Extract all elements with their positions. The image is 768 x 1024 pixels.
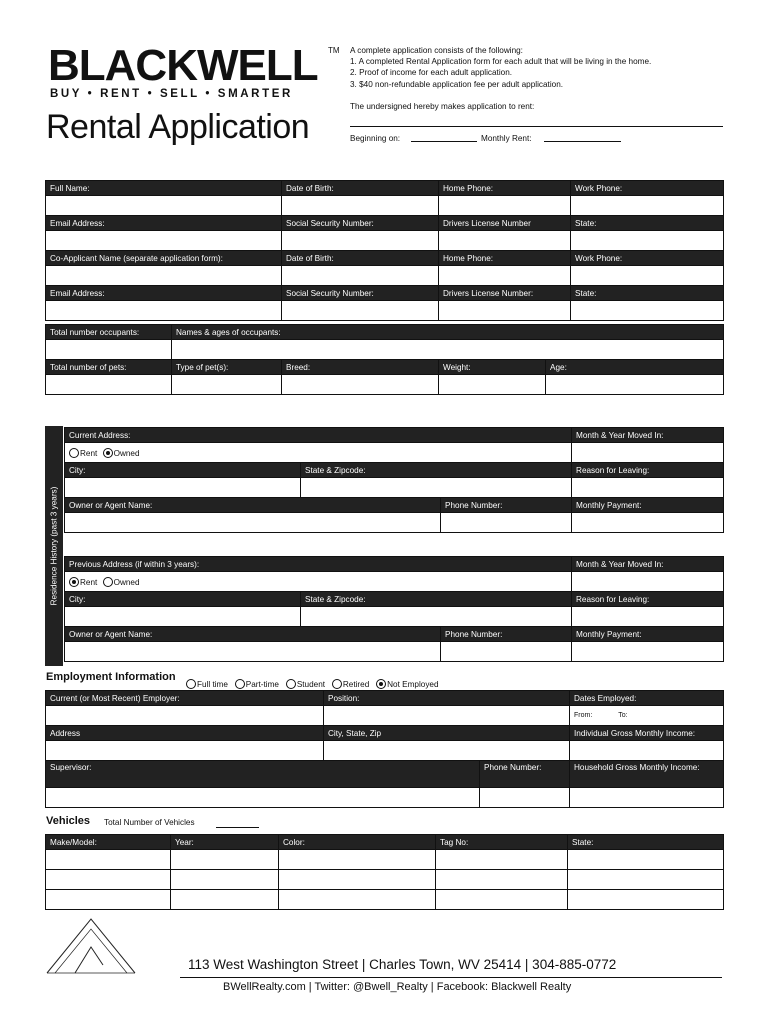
employment-table	[45, 690, 724, 808]
table-cell[interactable]	[568, 870, 724, 890]
table-row	[46, 850, 724, 870]
co-email-label: Email Address:	[46, 286, 282, 301]
full-time-radio[interactable]	[186, 679, 196, 689]
vehicles-title: Vehicles	[46, 815, 91, 827]
table-cell[interactable]	[279, 890, 436, 910]
full-name-field[interactable]	[46, 196, 282, 216]
table-cell[interactable]	[171, 890, 279, 910]
brand-logo	[48, 41, 340, 104]
previous-state-label: State & Zipcode:	[301, 592, 572, 607]
supervisor-phone-field[interactable]	[480, 788, 570, 808]
retired-radio[interactable]	[332, 679, 342, 689]
rent-label: Rent	[80, 577, 98, 587]
state-field[interactable]	[571, 231, 724, 251]
table-row	[46, 870, 724, 890]
current-city-field[interactable]	[65, 478, 301, 498]
dob-label: Date of Birth:	[282, 181, 439, 196]
supervisor-field[interactable]	[46, 788, 480, 808]
current-city-label: City:	[65, 463, 301, 478]
co-home-phone-label: Home Phone:	[439, 251, 571, 266]
table-cell[interactable]	[279, 870, 436, 890]
dates-employed-field[interactable]	[570, 706, 724, 726]
requirements-intro: A complete application consists of the following:	[350, 46, 523, 55]
table-cell[interactable]	[46, 870, 171, 890]
occupants-count-field[interactable]	[46, 340, 172, 360]
current-moved-field[interactable]	[572, 443, 724, 463]
work-phone-field[interactable]	[571, 196, 724, 216]
requirement-item: 2. Proof of income for each adult application.	[350, 68, 513, 78]
ssn-field[interactable]	[282, 231, 439, 251]
beginning-label: Beginning on:	[350, 134, 401, 143]
footer-address: 113 West Washington Street | Charles Town, WV 25414 | 304-885-0772	[188, 957, 617, 972]
household-income-field[interactable]	[570, 788, 724, 808]
owned-label: Owned	[113, 577, 140, 587]
current-phone-label: Phone Number:	[441, 498, 572, 513]
previous-owner-label: Owner or Agent Name:	[65, 627, 441, 642]
footer-divider	[180, 977, 722, 978]
employer-city-field[interactable]	[324, 741, 570, 761]
previous-reason-label: Reason for Leaving:	[572, 592, 724, 607]
vehicles-table	[45, 834, 724, 910]
pets-count-label: Total number of pets:	[46, 360, 172, 375]
rent-label: Rent	[80, 448, 98, 458]
current-address-field[interactable]	[65, 443, 572, 463]
previous-payment-field[interactable]	[572, 642, 724, 662]
supervisor-label: Supervisor:	[46, 761, 480, 788]
current-state-field[interactable]	[301, 478, 572, 498]
individual-income-label: Individual Gross Monthly Income:	[570, 726, 724, 741]
from-label: From:	[574, 712, 593, 719]
address-line[interactable]	[350, 126, 723, 127]
page-title: Rental Application	[46, 108, 310, 146]
pet-type-field[interactable]	[172, 375, 282, 395]
brand-tagline: BUY • RENT • SELL • SMARTER	[50, 88, 293, 100]
footer-web-links: BWellRealty.com | Twitter: @Bwell_Realty | Facebook: Blackwell Realty	[223, 981, 572, 993]
retired-label: Retired	[342, 680, 370, 689]
weight-field[interactable]	[439, 375, 546, 395]
pets-count-field[interactable]	[46, 375, 172, 395]
previous-residence-table	[64, 556, 724, 662]
employment-title: Employment Information	[46, 671, 176, 683]
table-cell[interactable]	[436, 850, 568, 870]
breed-field[interactable]	[282, 375, 439, 395]
state-label: State:	[571, 216, 724, 231]
applicant-table	[45, 180, 724, 321]
weight-label: Weight:	[439, 360, 546, 375]
residence-side-label: Residence History (past 3 years)	[45, 426, 63, 666]
ssn-label: Social Security Number:	[282, 216, 439, 231]
work-phone-label: Work Phone:	[571, 181, 724, 196]
co-work-phone-field[interactable]	[571, 266, 724, 286]
email-field[interactable]	[46, 231, 282, 251]
brand-name: BLACKWELL	[48, 41, 318, 90]
not-employed-label: Not Employed	[387, 680, 439, 689]
monthly-rent-line[interactable]	[544, 141, 621, 142]
employer-address-label: Address	[46, 726, 324, 741]
beginning-date-line[interactable]	[411, 141, 477, 142]
current-owner-label: Owner or Agent Name:	[65, 498, 441, 513]
co-applicant-field[interactable]	[46, 266, 282, 286]
current-reason-field[interactable]	[572, 478, 724, 498]
previous-address-label: Previous Address (if within 3 years):	[65, 557, 572, 572]
previous-address-field[interactable]	[65, 572, 572, 592]
supervisor-phone-label: Phone Number:	[480, 761, 570, 788]
rent-radio[interactable]	[69, 577, 79, 587]
table-cell[interactable]	[436, 870, 568, 890]
current-payment-field[interactable]	[572, 513, 724, 533]
current-reason-label: Reason for Leaving:	[572, 463, 724, 478]
license-field[interactable]	[439, 231, 571, 251]
vehicle-state-label: State:	[568, 835, 724, 850]
current-owner-field[interactable]	[65, 513, 441, 533]
owned-radio[interactable]	[103, 448, 113, 458]
year-label: Year:	[171, 835, 279, 850]
to-label: To:	[618, 712, 628, 719]
previous-reason-field[interactable]	[572, 607, 724, 627]
occupants-names-field[interactable]	[172, 340, 724, 360]
current-payment-label: Monthly Payment:	[572, 498, 724, 513]
owned-radio[interactable]	[103, 577, 113, 587]
breed-label: Breed:	[282, 360, 439, 375]
full-name-label: Full Name:	[46, 181, 282, 196]
table-cell[interactable]	[46, 890, 171, 910]
vehicle-count-line[interactable]	[216, 827, 259, 828]
requirements-block	[350, 45, 730, 112]
student-radio[interactable]	[286, 679, 296, 689]
co-ssn-field[interactable]	[282, 301, 439, 321]
individual-income-field[interactable]	[570, 741, 724, 761]
co-state-field[interactable]	[571, 301, 724, 321]
co-work-phone-label: Work Phone:	[571, 251, 724, 266]
table-cell[interactable]	[46, 850, 171, 870]
requirement-item: 1. A completed Rental Application form for each adult that will be living in the home.	[350, 57, 652, 67]
dates-employed-label: Dates Employed:	[570, 691, 724, 706]
current-residence-table	[64, 427, 724, 533]
table-cell[interactable]	[279, 850, 436, 870]
employment-status-options	[186, 679, 439, 689]
previous-moved-field[interactable]	[572, 572, 724, 592]
vehicle-count-label: Total Number of Vehicles	[104, 818, 195, 827]
co-applicant-label: Co-Applicant Name (separate application form):	[46, 251, 282, 266]
employer-address-field[interactable]	[46, 741, 324, 761]
previous-phone-label: Phone Number:	[441, 627, 572, 642]
previous-payment-label: Monthly Payment:	[572, 627, 724, 642]
table-row	[46, 890, 724, 910]
occupants-count-label: Total number occupants:	[46, 325, 172, 340]
age-field[interactable]	[546, 375, 724, 395]
part-time-radio[interactable]	[235, 679, 245, 689]
table-cell[interactable]	[171, 850, 279, 870]
student-label: Student	[296, 680, 326, 689]
table-cell[interactable]	[436, 890, 568, 910]
employer-field[interactable]	[46, 706, 324, 726]
tag-label: Tag No:	[436, 835, 568, 850]
co-dob-field[interactable]	[282, 266, 439, 286]
co-license-field[interactable]	[439, 301, 571, 321]
co-home-phone-field[interactable]	[439, 266, 571, 286]
make-model-label: Make/Model:	[46, 835, 171, 850]
previous-city-field[interactable]	[65, 607, 301, 627]
co-license-label: Drivers License Number:	[439, 286, 571, 301]
home-phone-label: Home Phone:	[439, 181, 571, 196]
home-phone-field[interactable]	[439, 196, 571, 216]
previous-state-field[interactable]	[301, 607, 572, 627]
previous-moved-label: Month & Year Moved In:	[572, 557, 724, 572]
co-email-field[interactable]	[46, 301, 282, 321]
current-phone-field[interactable]	[441, 513, 572, 533]
email-label: Email Address:	[46, 216, 282, 231]
occupants-table	[45, 324, 724, 395]
table-cell[interactable]	[171, 870, 279, 890]
previous-owner-field[interactable]	[65, 642, 441, 662]
current-moved-label: Month & Year Moved In:	[572, 428, 724, 443]
part-time-label: Part-time	[245, 680, 279, 689]
position-field[interactable]	[324, 706, 570, 726]
occupants-names-label: Names & ages of occupants:	[172, 325, 724, 340]
brand-trademark: TM	[328, 46, 340, 55]
employer-label: Current (or Most Recent) Employer:	[46, 691, 324, 706]
house-logo-icon	[45, 915, 137, 977]
dob-field[interactable]	[282, 196, 439, 216]
table-cell[interactable]	[568, 850, 724, 870]
pet-type-label: Type of pet(s):	[172, 360, 282, 375]
age-label: Age:	[546, 360, 724, 375]
previous-phone-field[interactable]	[441, 642, 572, 662]
current-state-label: State & Zipcode:	[301, 463, 572, 478]
household-income-label: Household Gross Monthly Income:	[570, 761, 724, 788]
undersigned-text: The undersigned hereby makes application to rent:	[350, 101, 535, 111]
position-label: Position:	[324, 691, 570, 706]
co-dob-label: Date of Birth:	[282, 251, 439, 266]
owned-label: Owned	[113, 448, 140, 458]
current-address-label: Current Address:	[65, 428, 572, 443]
full-time-label: Full time	[197, 680, 228, 689]
co-state-label: State:	[571, 286, 724, 301]
rent-radio[interactable]	[69, 448, 79, 458]
license-label: Drivers License Number	[439, 216, 571, 231]
requirement-item: 3. $40 non-refundable application fee per adult application.	[350, 79, 564, 89]
color-label: Color:	[279, 835, 436, 850]
table-cell[interactable]	[568, 890, 724, 910]
not-employed-radio[interactable]	[376, 679, 386, 689]
employer-city-label: City, State, Zip	[324, 726, 570, 741]
previous-city-label: City:	[65, 592, 301, 607]
monthly-rent-label: Monthly Rent:	[481, 134, 532, 143]
co-ssn-label: Social Security Number:	[282, 286, 439, 301]
